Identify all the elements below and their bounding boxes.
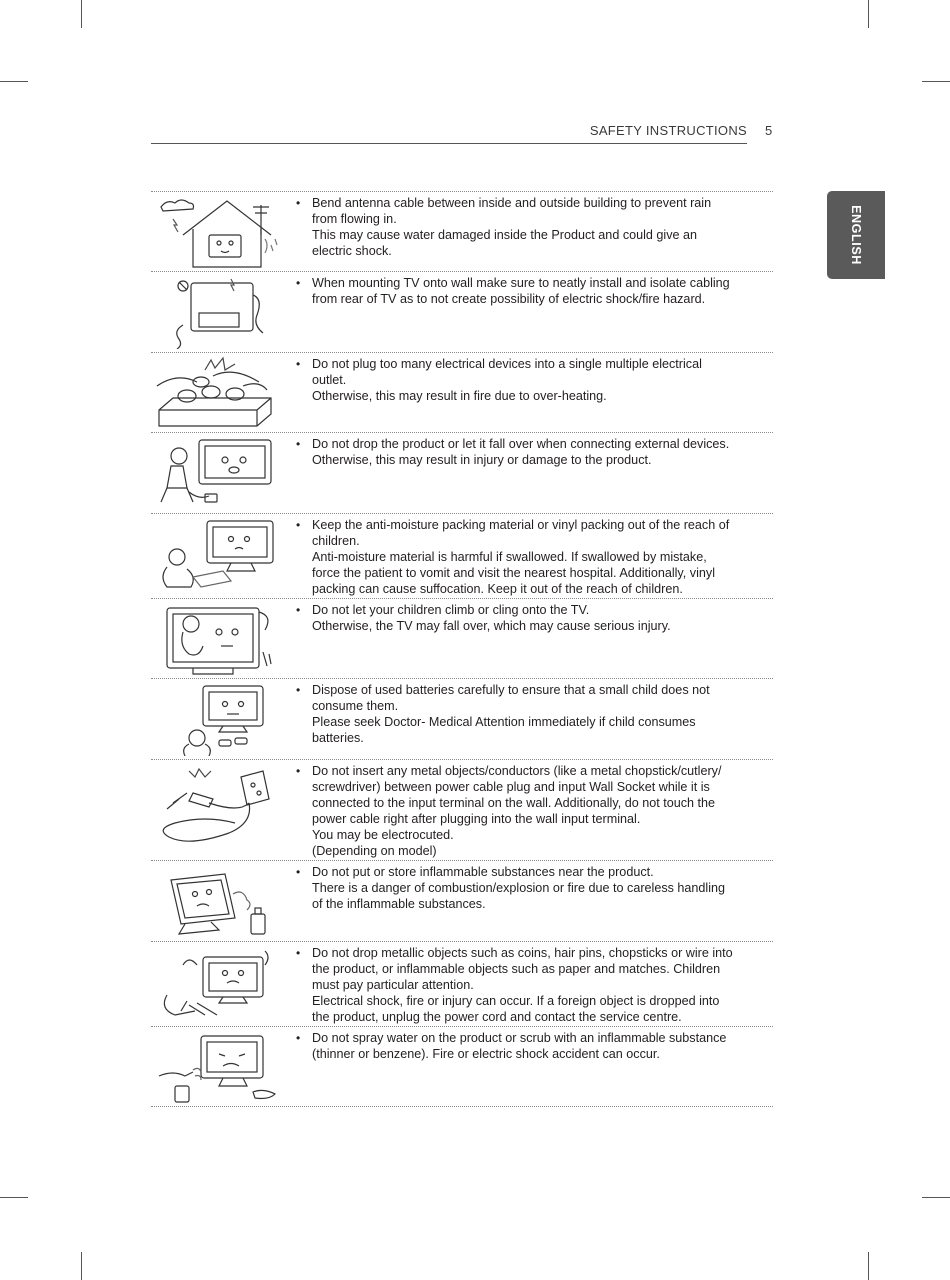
bullet-icon: • [296, 276, 301, 290]
crop-mark [868, 0, 869, 28]
instruction-text: • Do not drop the product or let it fall over when connecting external devices. Otherwise, this may result in injury or damage to the product. [296, 437, 730, 467]
crop-mark [81, 1252, 82, 1280]
crop-mark [922, 1197, 950, 1198]
bullet-icon: • [296, 683, 301, 697]
list-item [151, 432, 773, 513]
list-item [151, 860, 773, 941]
metal-object-socket-illustration [153, 763, 283, 853]
bullet-icon: • [296, 764, 301, 778]
list-item [151, 513, 773, 598]
child-batteries-illustration [153, 682, 283, 756]
water-spray-tv-illustration [153, 1030, 283, 1104]
metallic-objects-tv-illustration [153, 945, 283, 1019]
instruction-text: • Dispose of used batteries carefully to ensure that a small child does not consume them. Please seek Doctor- Medical Attention immediately if child consumes batteries. [296, 683, 710, 745]
crop-mark [0, 81, 28, 82]
bullet-icon: • [296, 518, 301, 532]
page-header [151, 121, 747, 144]
list-item [151, 759, 773, 860]
overloaded-power-strip-illustration [153, 356, 283, 430]
tv-falling-child-illustration [153, 436, 283, 510]
list-item [151, 678, 773, 759]
list-item [151, 1026, 773, 1107]
instruction-text: • Do not insert any metal objects/conductors (like a metal chopstick/cutlery/ screwdriver) between power cable plug and input Wall Socket while it is connected to the input terminal on the wall. Additionally, do not touch the power cable right after plugging into the wall input terminal. You may be electrocuted. (Depending on model) [296, 764, 722, 858]
list-item [151, 941, 773, 1026]
crop-mark [922, 81, 950, 82]
crop-mark [0, 1197, 28, 1198]
page-number: 5 [765, 123, 773, 138]
list-item [151, 271, 773, 352]
list-item [151, 598, 773, 678]
safety-instructions-list [151, 191, 773, 1107]
instruction-text: • When mounting TV onto wall make sure to neatly install and isolate cabling from rear of TV as to not create possibility of electric shock/fire hazard. [296, 276, 730, 306]
house-antenna-rain-illustration [153, 195, 283, 269]
bullet-icon: • [296, 865, 301, 879]
instruction-text: • Do not plug too many electrical devices into a single multiple electrical outlet. Otherwise, this may result in fire due to over-heating. [296, 357, 702, 403]
instruction-text: • Bend antenna cable between inside and outside building to prevent rain from flowing in. This may cause water damaged inside the Product and could give an electric shock. [296, 196, 712, 258]
list-item [151, 191, 773, 271]
bullet-icon: • [296, 357, 301, 371]
child-packing-material-illustration [153, 517, 283, 591]
crop-mark [868, 1252, 869, 1280]
bullet-icon: • [296, 946, 301, 960]
list-item [151, 352, 773, 432]
instruction-text: • Keep the anti-moisture packing material or vinyl packing out of the reach of children. Anti-moisture material is harmful if swallowed. If swallowed by mistake, force the patient to vomit and visit the nearest hospital. Additionally, vinyl packing can cause suffocation. Keep it out of the reach of children. [296, 518, 730, 596]
language-tab [827, 191, 885, 279]
crop-mark [81, 0, 82, 28]
bullet-icon: • [296, 196, 301, 210]
bullet-icon: • [296, 1031, 301, 1045]
instruction-text: • Do not spray water on the product or scrub with an inflammable substance (thinner or benzene). Fire or electric shock accident can occur. [296, 1031, 727, 1061]
instruction-text: • Do not drop metallic objects such as coins, hair pins, chopsticks or wire into the product, or inflammable objects such as paper and matches. Children must pay particular attention. Electrical shock, fire or injury can occur. If a foreign object is dropped into the product, unplug the power cord and contact the service centre. [296, 946, 733, 1024]
header-title: SAFETY INSTRUCTIONS [589, 123, 747, 138]
child-climbing-tv-illustration [153, 602, 283, 676]
instruction-text: • Do not let your children climb or cling onto the TV. Otherwise, the TV may fall over, which may cause serious injury. [296, 603, 671, 633]
bullet-icon: • [296, 603, 301, 617]
flammable-substance-illustration [153, 864, 283, 938]
instruction-text: • Do not put or store inflammable substances near the product. There is a danger of combustion/explosion or fire due to careless handling of the inflammable substances. [296, 865, 726, 911]
wall-mount-cabling-illustration [153, 275, 283, 349]
language-tab-label: ENGLISH [849, 205, 863, 265]
bullet-icon: • [296, 437, 301, 451]
